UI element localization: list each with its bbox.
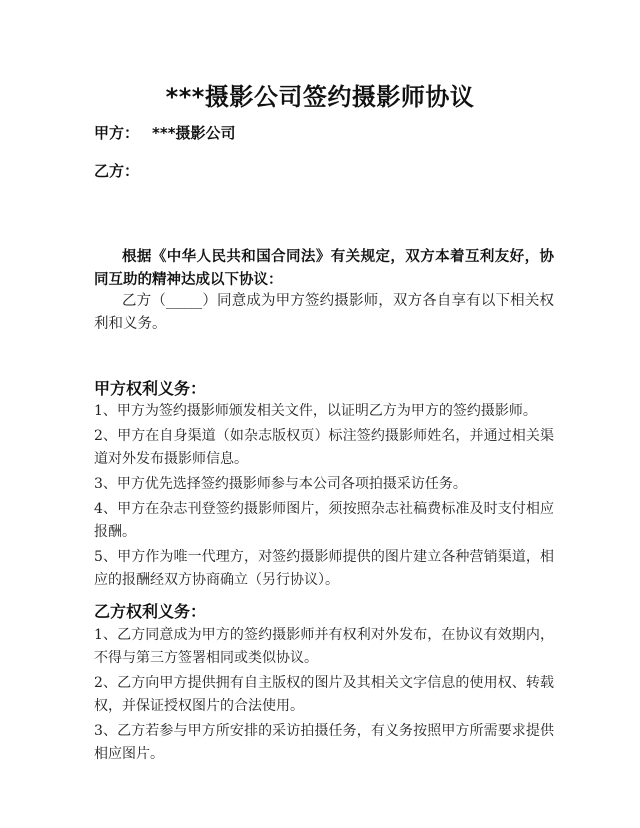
intro-paragraph: 乙方（_____）同意成为甲方签约摄影师，双方各自享有以下相关权利和义务。 [94, 293, 554, 332]
section-a-heading: 甲方权利义务： [94, 379, 207, 398]
party-a-value: ***摄影公司 [152, 124, 236, 142]
document-title: ***摄影公司签约摄影师协议 [165, 83, 475, 111]
list-item: 2、乙方向甲方提供拥有自主版权的图片及其相关文字信息的使用权、转载权，并保证授权图片的合法使用。 [94, 675, 554, 714]
list-item: 1、甲方为签约摄影师颁发相关文件，以证明乙方为甲方的签约摄影师。 [94, 403, 537, 419]
party-b-label: 乙方： [94, 162, 140, 180]
party-a-line [94, 123, 236, 143]
list-item: 4、甲方在杂志刊登签约摄影师图片，须按照杂志社稿费标准及时支付相应报酬。 [94, 501, 554, 540]
section-b-heading: 乙方权利义务： [94, 602, 207, 621]
list-item: 3、乙方若参与甲方所安排的采访拍摄任务，有义务按照甲方所需要求提供相应图片。 [94, 723, 554, 762]
section-b-list [94, 624, 554, 768]
list-item: 3、甲方优先选择签约摄影师参与本公司各项拍摄采访任务。 [94, 476, 467, 492]
section-a-list [94, 400, 554, 594]
list-item: 2、甲方在自身渠道（如杂志版权页）标注签约摄影师姓名，并通过相关渠道对外发布摄影师信息。 [94, 428, 554, 467]
list-item: 5、甲方作为唯一代理方，对签约摄影师提供的图片建立各种营销渠道，相应的报酬经双方协商确立（另行协议）。 [94, 549, 554, 588]
list-item: 1、乙方同意成为甲方的签约摄影师并有权利对外发布，在协议有效期内，不得与第三方签署相同或类似协议。 [94, 627, 554, 666]
intro-paragraph-bold: 根据《中华人民共和国合同法》有关规定，双方本着互利友好，协同互助的精神达成以下协议： [94, 249, 554, 288]
party-a-label: 甲方： [94, 124, 140, 142]
party-b-line [94, 161, 152, 181]
